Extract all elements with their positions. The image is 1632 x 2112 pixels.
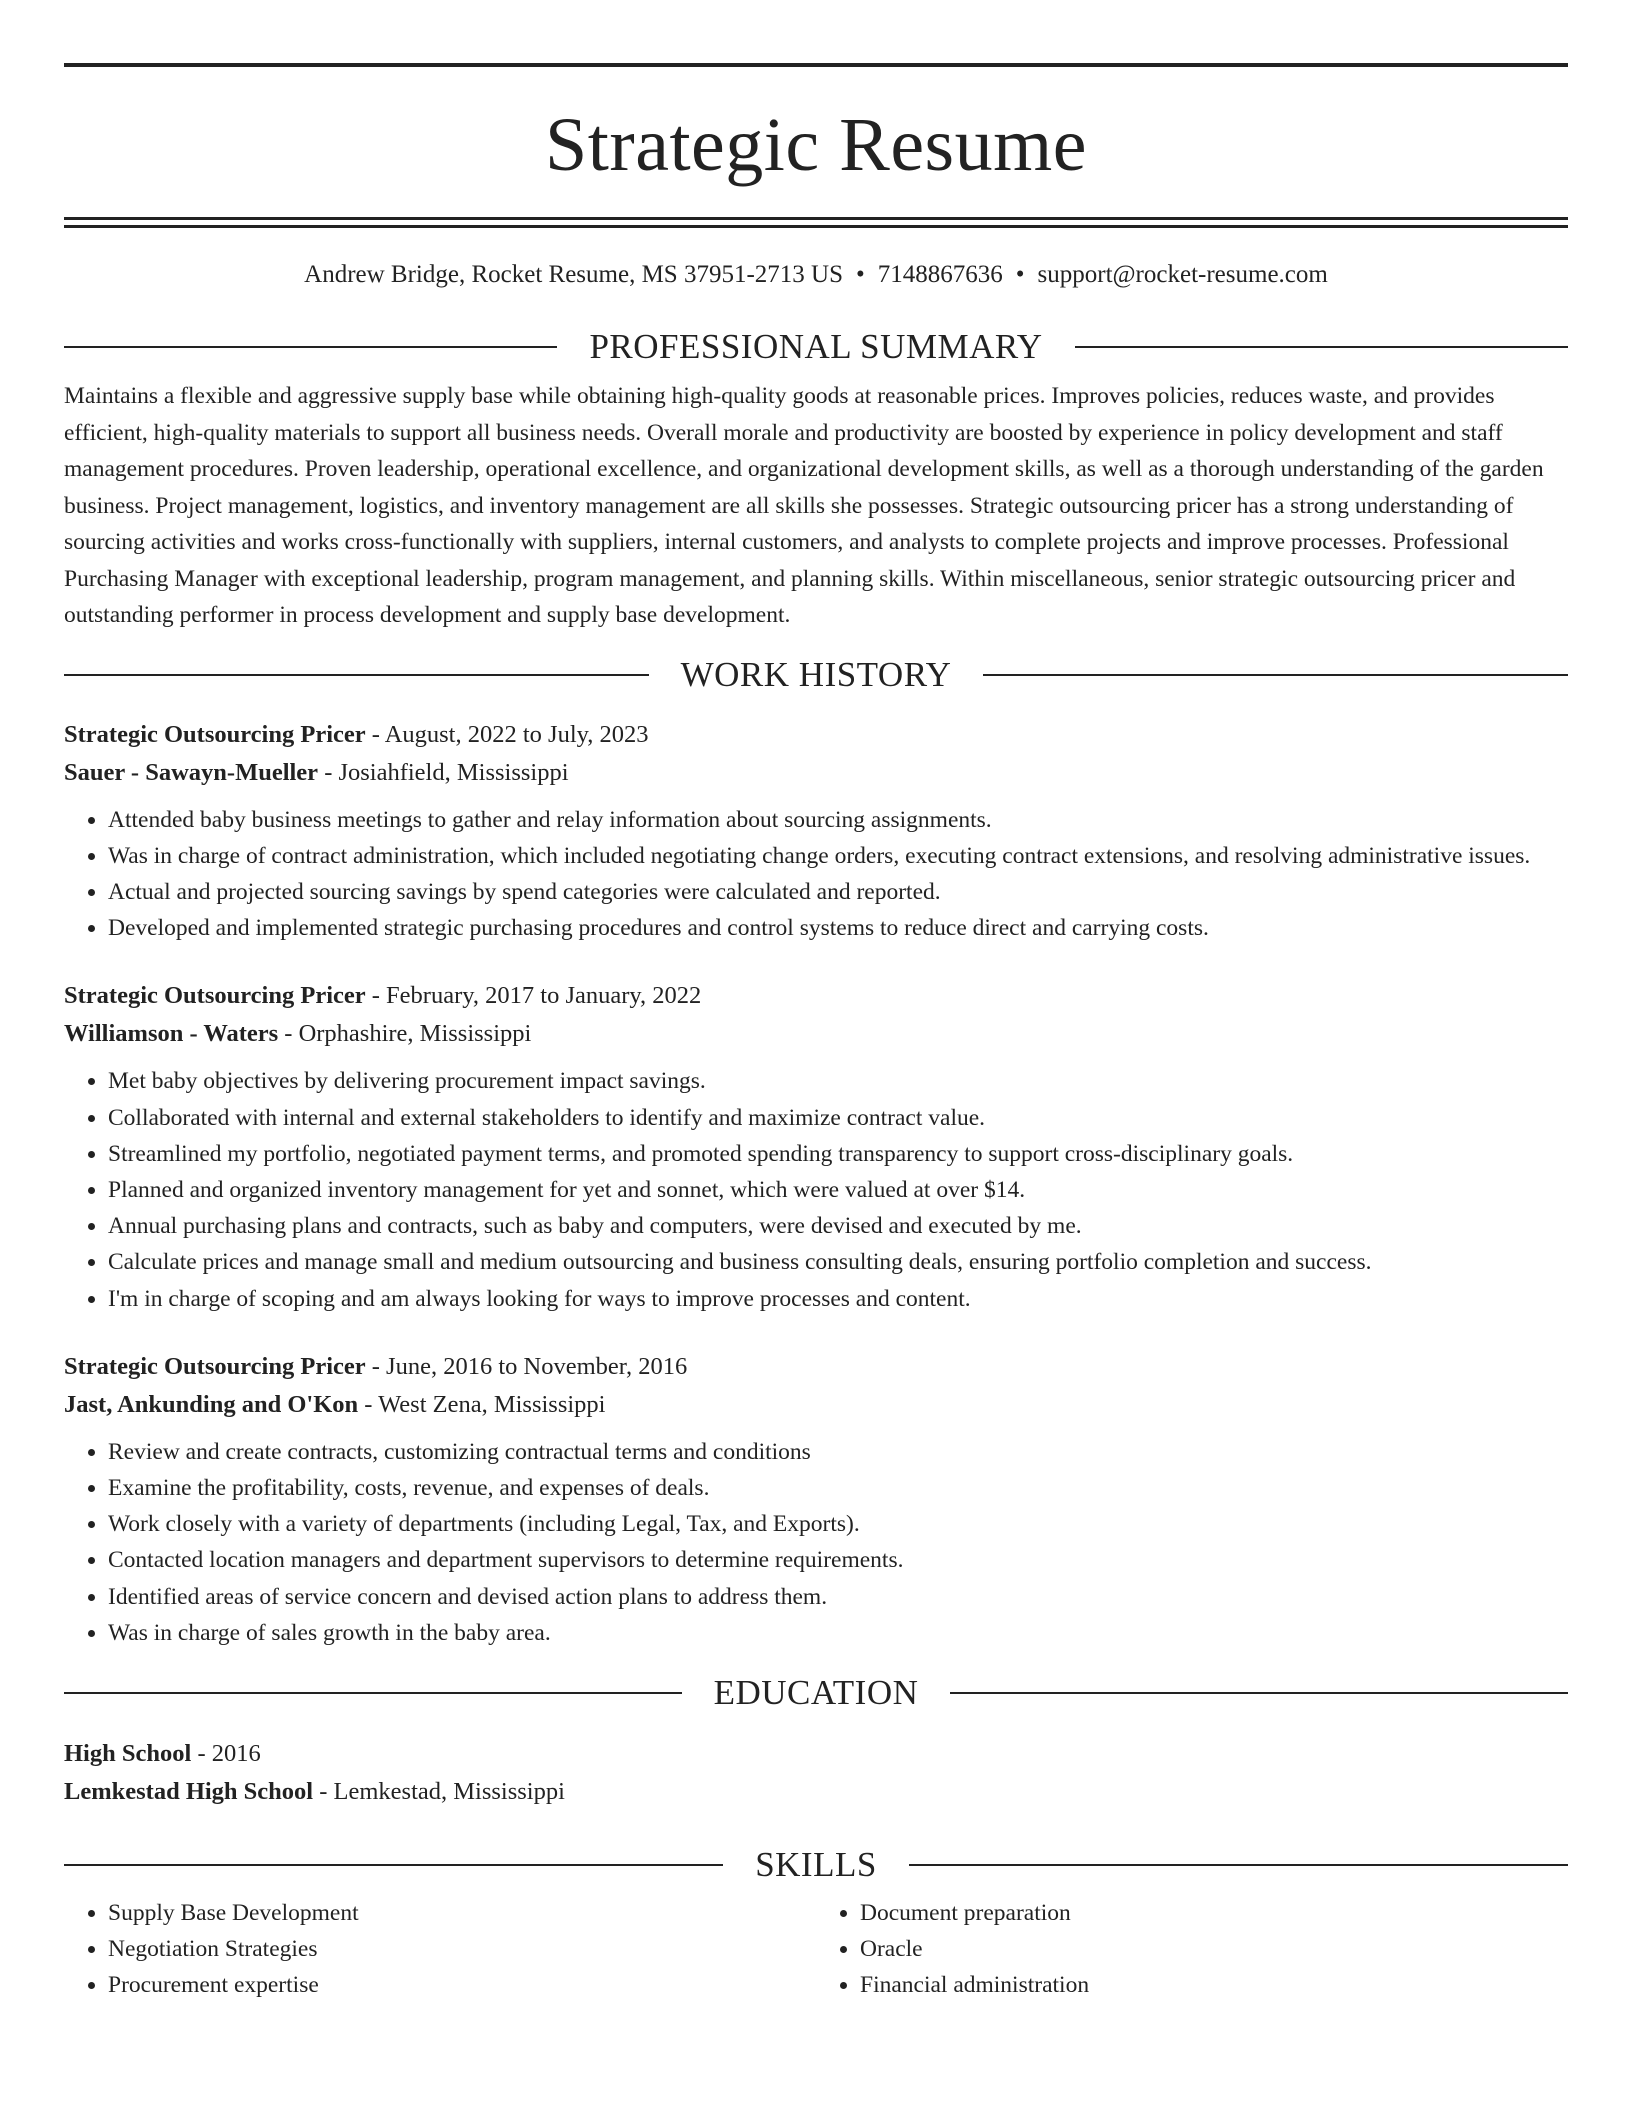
job-bullet: • Annual purchasing plans and contracts, such as baby and computers, were devised and executed by me. (108, 1208, 1568, 1244)
skill-item: • Negotiation Strategies (108, 1931, 816, 1967)
job-title: Strategic Outsourcing Pricer (64, 1352, 366, 1380)
job-bullet: • Attended baby business meetings to gather and relay information about sourcing assignments. (108, 802, 1568, 838)
job-bullet: • Calculate prices and manage small and medium outsourcing and business consulting deals, ensuring portfolio completion and success. (108, 1244, 1568, 1280)
job-bullet: • Review and create contracts, customizing contractual terms and conditions (108, 1434, 1568, 1470)
job-location: - Josiahfield, Mississippi (318, 758, 569, 786)
contact-email: support@rocket-resume.com (1037, 261, 1328, 288)
resume-content (64, 63, 1568, 2004)
job-title-line (64, 977, 1568, 1015)
job-bullet: • Actual and projected sourcing savings by spend categories were calculated and reported. (108, 874, 1568, 910)
job-entry (64, 1348, 1568, 1651)
heading-rule (64, 346, 557, 348)
contact-separator: • (1015, 261, 1025, 288)
contact-phone: 7148867636 (877, 261, 1003, 288)
job-bullet: • Collaborated with internal and external stakeholders to identify and maximize contract value. (108, 1100, 1568, 1136)
job-bullet: • Was in charge of sales growth in the baby area. (108, 1615, 1568, 1651)
job-dates: - February, 2017 to January, 2022 (365, 982, 702, 1010)
job-company: Jast, Ankunding and O'Kon (64, 1390, 359, 1418)
summary-text: Maintains a flexible and aggressive supply base while obtaining high-quality goods at reasonable prices. Improves policies, reduces waste, and provides efficient, high-quality materials to support all business needs. Overall morale and productivity are boosted by experience in policy development and staff management procedures. Proven leadership, operational excellence, and organizational development skills, as well as a thorough understanding of the garden business. Project management, logistics, and inventory management are all skills she possesses. Strategic outsourcing pricer has a strong understanding of sourcing activities and works cross-functionally with suppliers, internal customers, and analysts to complete projects and improve processes. Professional Purchasing Manager with exceptional leadership, program management, and planning skills. Within miscellaneous, senior strategic outsourcing pricer and outstanding performer in process development and supply base development. (64, 383, 1544, 628)
job-bullet: • Work closely with a variety of departments (including Legal, Tax, and Exports). (108, 1506, 1568, 1542)
job-dates: - August, 2022 to July, 2023 (365, 720, 649, 748)
section-title: WORK HISTORY (680, 654, 952, 694)
job-bullet: • Met baby objectives by delivering procurement impact savings. (108, 1063, 1568, 1099)
job-dates: - June, 2016 to November, 2016 (365, 1352, 688, 1380)
heading-rule (909, 1864, 1568, 1866)
job-location: - Orphashire, Mississippi (278, 1020, 532, 1048)
job-entry (64, 716, 1568, 947)
job-bullet: • Was in charge of contract administration, which included negotiating change orders, executing contract extensions, and resolving administrative issues. (108, 838, 1568, 874)
job-title: Strategic Outsourcing Pricer (64, 982, 366, 1010)
resume-title: Strategic Resume (545, 103, 1087, 187)
heading-rule (64, 1864, 723, 1866)
skill-item: • Procurement expertise (108, 1967, 816, 2003)
job-company: Williamson - Waters (64, 1020, 279, 1048)
education-degree-line (64, 1735, 1568, 1773)
job-company-line (64, 1386, 1568, 1424)
job-title-line (64, 1348, 1568, 1386)
job-bullets (64, 802, 1568, 947)
section-title: SKILLS (755, 1844, 877, 1884)
education-school: Lemkestad High School (64, 1777, 314, 1805)
skill-item: • Financial administration (860, 1967, 1568, 2003)
contact-separator: • (856, 261, 865, 288)
skills-list (64, 1895, 1568, 2004)
job-company: Sauer - Sawayn-Mueller (64, 758, 319, 786)
job-bullets (64, 1434, 1568, 1651)
heading-rule (1075, 346, 1568, 348)
job-title: Strategic Outsourcing Pricer (64, 720, 366, 748)
job-title-line (64, 716, 1568, 754)
skill-item: • Supply Base Development (108, 1895, 816, 1931)
job-bullet: • Streamlined my portfolio, negotiated payment terms, and promoted spending transparency to support cross-disciplinary goals. (108, 1136, 1568, 1172)
section-title: EDUCATION (713, 1672, 919, 1712)
heading-rule (983, 674, 1568, 676)
job-bullet: • Developed and implemented strategic purchasing procedures and control systems to reduce direct and carrying costs. (108, 910, 1568, 946)
section-title: PROFESSIONAL SUMMARY (589, 327, 1043, 366)
skills-column-left (64, 1895, 816, 2004)
contact-address: Andrew Bridge, Rocket Resume, MS 37951-2713 US (304, 261, 843, 288)
skills-column-right (816, 1895, 1568, 2004)
section-heading-work (64, 655, 1568, 695)
section-heading-skills (64, 1845, 1568, 1885)
skill-item: • Document preparation (860, 1895, 1568, 1931)
education-year: - 2016 (191, 1739, 261, 1767)
job-entry (64, 977, 1568, 1316)
education-degree: High School (64, 1739, 192, 1767)
job-company-line (64, 754, 1568, 792)
job-bullet: • Contacted location managers and department supervisors to determine requirements. (108, 1542, 1568, 1578)
job-bullet: • I'm in charge of scoping and am always looking for ways to improve processes and content. (108, 1281, 1568, 1317)
header-top-rule (64, 63, 1568, 67)
skill-item: • Oracle (860, 1931, 1568, 1967)
job-bullet: • Identified areas of service concern and devised action plans to address them. (108, 1579, 1568, 1615)
education-entry (64, 1735, 1568, 1811)
heading-rule (64, 674, 649, 676)
education-school-line (64, 1773, 1568, 1811)
job-bullet: • Planned and organized inventory management for yet and sonnet, which were valued at over $14. (108, 1172, 1568, 1208)
education-location: - Lemkestad, Mississippi (313, 1777, 565, 1805)
section-heading-education (64, 1673, 1568, 1713)
heading-rule (950, 1692, 1568, 1694)
section-heading-summary (64, 327, 1568, 367)
job-bullet: • Examine the profitability, costs, revenue, and expenses of deals. (108, 1470, 1568, 1506)
job-location: - West Zena, Mississippi (358, 1390, 606, 1418)
header-double-rule (64, 217, 1568, 228)
contact-line (64, 259, 1568, 291)
heading-rule (64, 1692, 682, 1694)
job-bullets (64, 1063, 1568, 1316)
job-company-line (64, 1015, 1568, 1053)
